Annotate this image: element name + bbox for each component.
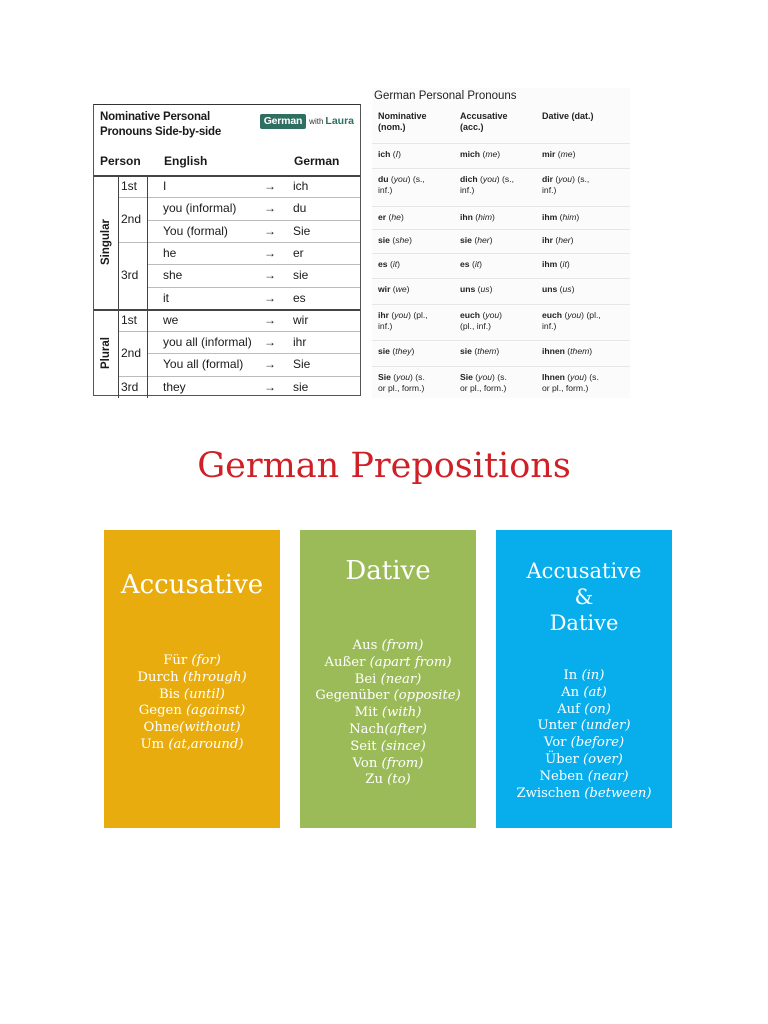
pronoun-gloss: us — [562, 284, 572, 294]
pronoun-cell: ihm (it) — [542, 259, 570, 269]
preposition-english: (at,around) — [168, 736, 244, 752]
group-label-text: Plural — [100, 337, 112, 370]
preposition-german: Auf — [557, 701, 585, 717]
pronoun-gloss: I — [395, 149, 399, 159]
preposition-english: (until) — [183, 686, 225, 702]
arrow-icon: → — [264, 290, 276, 305]
preposition-item — [496, 735, 672, 752]
preposition-english: (through) — [182, 669, 247, 685]
preposition-english: (over) — [583, 751, 623, 767]
pronoun-cell: ihnen (them) — [542, 346, 593, 356]
personal-pronouns-title: German Personal Pronouns — [374, 90, 517, 102]
pronoun-word: euch — [460, 310, 481, 320]
pronoun-cell: ihr (her) — [542, 235, 574, 245]
pronoun-cell: sie (them) — [460, 346, 500, 356]
preposition-german: An — [561, 684, 584, 700]
card-heading — [300, 558, 476, 584]
preposition-german: Von — [352, 755, 382, 771]
preposition-item — [300, 756, 476, 773]
pronoun-cell: sie (they) — [378, 346, 415, 356]
pronoun-cell: Sie (you) (s. or pl., form.) — [378, 372, 425, 393]
preposition-german: Außer — [324, 654, 370, 670]
pronoun-note: (s. — [497, 372, 507, 382]
german-pronoun: sie — [293, 379, 309, 394]
pronoun-word: uns — [542, 284, 558, 294]
preposition-german: Gegen — [138, 703, 187, 719]
row-separator — [372, 253, 630, 254]
preposition-item — [104, 653, 280, 670]
preposition-german: Unter — [537, 718, 581, 734]
pronoun-gloss: us — [480, 284, 490, 294]
preposition-item — [300, 705, 476, 722]
pronoun-note: or pl., form.) — [378, 383, 425, 393]
row-rule — [118, 376, 360, 377]
pronoun-gloss: you — [485, 310, 500, 320]
preposition-item — [300, 722, 476, 739]
pronoun-note: inf.) — [542, 321, 557, 331]
pronoun-gloss: you — [393, 174, 408, 184]
preposition-english: (since) — [380, 738, 426, 754]
pronoun-word: es — [460, 259, 470, 269]
arrow-icon: → — [264, 268, 276, 283]
pronoun-cell: ich (I) — [378, 149, 401, 159]
card-heading-line: Dative — [549, 611, 619, 635]
english-pronoun: You (formal) — [163, 223, 228, 238]
pronoun-cell: uns (us) — [460, 284, 493, 294]
accusative-dative-card — [496, 530, 672, 828]
preposition-list — [496, 668, 672, 802]
pronoun-word: wir — [378, 284, 391, 294]
pronoun-gloss: we — [395, 284, 407, 294]
column-header-line: (nom.) — [378, 122, 406, 132]
german-pronoun: du — [293, 201, 307, 216]
preposition-item — [104, 720, 280, 737]
title-line-2: Pronouns Side-by-side — [100, 126, 222, 138]
preposition-english: (for) — [191, 653, 221, 668]
preposition-list — [300, 638, 476, 789]
pronoun-word: Ihnen — [542, 372, 565, 382]
row-separator — [372, 340, 630, 341]
preposition-item — [300, 672, 476, 689]
german-pronoun: Sie — [293, 357, 311, 372]
pronoun-note: (s., — [577, 174, 590, 184]
preposition-item — [496, 702, 672, 719]
preposition-english: (to) — [387, 772, 411, 788]
pronoun-word: Sie — [460, 372, 473, 382]
row-separator — [372, 143, 630, 144]
pronoun-cell: mir (me) — [542, 149, 576, 159]
preposition-item — [300, 772, 476, 789]
pronoun-cell: wir (we) — [378, 284, 410, 294]
pronoun-gloss: they — [395, 346, 412, 356]
german-pronoun: Sie — [293, 223, 311, 238]
preposition-item — [104, 703, 280, 720]
pronoun-gloss: you — [558, 174, 573, 184]
pronoun-cell: ihn (him) — [460, 212, 495, 222]
title-line-1: Nominative Personal — [100, 111, 210, 123]
preposition-list — [104, 653, 280, 754]
english-pronoun: you (informal) — [163, 201, 237, 216]
pronoun-note: (s., — [502, 174, 514, 184]
pronoun-gloss: her — [477, 235, 490, 245]
english-pronoun: it — [163, 290, 169, 305]
logo-with: with — [309, 116, 324, 126]
preposition-german: Seit — [350, 738, 381, 754]
pronoun-word: ich — [378, 149, 391, 159]
pronoun-cell: Sie (you) (s. or pl., form.) — [460, 372, 507, 393]
arrow-icon: → — [264, 179, 276, 193]
person-label: 1st — [121, 312, 138, 327]
pronoun-cell: ihr (you) (pl., inf.) — [378, 310, 428, 331]
german-pronoun: es — [293, 290, 306, 305]
column-header — [460, 111, 508, 133]
pronoun-gloss: him — [478, 212, 492, 222]
arrow-icon: → — [264, 223, 276, 238]
preposition-german: Neben — [539, 768, 588, 784]
preposition-english: (from) — [381, 638, 424, 653]
column-header — [378, 111, 427, 133]
pronoun-gloss: her — [558, 235, 571, 245]
pronoun-note: (pl., inf.) — [460, 321, 492, 331]
group-label-singular — [94, 175, 118, 309]
preposition-german: Nach — [349, 721, 385, 737]
preposition-german: Mit — [354, 705, 382, 721]
pronoun-word: euch — [542, 310, 563, 320]
pronoun-gloss: you — [396, 372, 411, 382]
preposition-german: Aus — [352, 638, 382, 653]
preposition-item — [496, 786, 672, 803]
preposition-item — [300, 688, 476, 705]
group-label-plural — [94, 309, 118, 398]
row-rule — [118, 197, 360, 198]
row-separator — [372, 229, 630, 230]
german-pronoun: wir — [293, 312, 309, 327]
pronoun-cell: sie (her) — [460, 235, 493, 245]
preposition-german: Gegenüber — [315, 688, 394, 704]
row-separator — [372, 304, 630, 305]
arrow-icon: → — [264, 201, 276, 216]
preposition-german: Bis — [159, 686, 184, 702]
pronoun-gloss: you — [567, 310, 582, 320]
pronoun-note: (pl., — [413, 310, 428, 320]
pronoun-word: sie — [460, 346, 472, 356]
english-pronoun: she — [163, 268, 183, 283]
english-pronoun: I — [163, 179, 167, 193]
preposition-english: (after) — [384, 721, 427, 737]
logo-german: German — [260, 114, 306, 129]
card-heading-line: & — [574, 585, 594, 609]
pronoun-note: or pl., form.) — [542, 383, 589, 393]
pronoun-word: ihm — [542, 259, 558, 269]
pronoun-gloss: me — [560, 149, 573, 159]
preposition-english: (with) — [381, 705, 422, 721]
column-header-line: (acc.) — [460, 122, 484, 132]
preposition-english: (near) — [587, 768, 629, 784]
header-german: German — [294, 154, 340, 168]
english-pronoun: we — [163, 312, 179, 327]
preposition-item — [104, 670, 280, 687]
column-header-line: Dative (dat.) — [542, 111, 594, 121]
pronoun-word: sie — [378, 235, 390, 245]
pronoun-word: ihm — [542, 212, 558, 222]
nominative-pronouns-table — [93, 104, 361, 396]
pronoun-gloss: it — [392, 259, 398, 269]
header-person: Person — [100, 154, 141, 168]
pronoun-word: es — [378, 259, 388, 269]
pronoun-note: inf.) — [378, 185, 393, 195]
pronoun-note: inf.) — [378, 321, 393, 331]
prepositions-title: German Prepositions — [197, 446, 571, 486]
pronoun-gloss: you — [478, 372, 493, 382]
preposition-english: (between) — [584, 785, 652, 801]
row-separator — [372, 366, 630, 367]
preposition-item — [496, 718, 672, 735]
row-rule — [147, 287, 360, 288]
card-heading — [104, 572, 280, 598]
column-header-line: Nominative — [378, 111, 427, 121]
pronoun-gloss: you — [482, 174, 497, 184]
preposition-english: (against) — [186, 703, 246, 719]
preposition-german: Zu — [365, 772, 388, 788]
pronoun-cell: dir (you) (s., inf.) — [542, 174, 590, 195]
preposition-german: Durch — [137, 669, 183, 685]
pronoun-gloss: me — [485, 149, 498, 159]
arrow-icon: → — [264, 379, 276, 394]
pronoun-note: (s., — [412, 174, 425, 184]
header-english: English — [164, 154, 208, 168]
pronoun-gloss: it — [562, 259, 567, 269]
preposition-german: Vor — [543, 735, 571, 751]
preposition-item — [104, 687, 280, 704]
pronoun-note: inf.) — [542, 185, 557, 195]
preposition-english: (under) — [580, 718, 631, 734]
accusative-card — [104, 530, 280, 828]
german-with-laura-logo — [260, 112, 354, 130]
row-separator — [372, 168, 630, 169]
preposition-german: Um — [140, 736, 169, 752]
pronoun-word: du — [378, 174, 389, 184]
pronoun-cell: Ihnen (you) (s. or pl., form.) — [542, 372, 599, 393]
pronoun-word: ihn — [460, 212, 473, 222]
preposition-english: (at) — [583, 684, 607, 700]
pronoun-word: sie — [378, 346, 390, 356]
pronoun-cell: euch (you) (pl., inf.) — [542, 310, 601, 331]
arrow-icon: → — [264, 357, 276, 372]
pronoun-word: dir — [542, 174, 553, 184]
person-label: 2nd — [121, 346, 142, 361]
preposition-item — [496, 685, 672, 702]
preposition-item — [496, 752, 672, 769]
preposition-german: Für — [163, 653, 192, 668]
preposition-english: (on) — [584, 701, 611, 717]
pronoun-note: (s. — [415, 372, 425, 382]
pronoun-word: ihr — [378, 310, 389, 320]
english-pronoun: You all (formal) — [163, 357, 244, 372]
dative-card — [300, 530, 476, 828]
column-header-line: Accusative — [460, 111, 508, 121]
row-separator — [372, 206, 630, 207]
pronoun-gloss: him — [562, 212, 577, 222]
pronoun-cell: euch (you) (pl., inf.) — [460, 310, 503, 331]
pronoun-word: uns — [460, 284, 476, 294]
preposition-item — [104, 737, 280, 754]
pronoun-note: (s. — [589, 372, 599, 382]
preposition-german: Zwischen — [516, 785, 585, 801]
pronoun-word: dich — [460, 174, 478, 184]
logo-laura: Laura — [325, 115, 354, 127]
pronoun-word: sie — [460, 235, 472, 245]
pronoun-note: (pl., — [586, 310, 601, 320]
preposition-german: Über — [545, 751, 584, 767]
english-pronoun: he — [163, 245, 177, 260]
english-pronoun: you all (informal) — [163, 335, 252, 350]
preposition-german: Bei — [354, 671, 381, 687]
person-label: 3rd — [121, 268, 139, 283]
person-separator — [147, 175, 148, 398]
preposition-english: (apart from) — [369, 654, 452, 670]
arrow-icon: → — [264, 245, 276, 260]
card-heading-line: Dative — [345, 556, 431, 586]
group-separator — [118, 175, 119, 398]
arrow-icon: → — [264, 312, 276, 327]
person-label: 2nd — [121, 212, 142, 227]
person-label: 3rd — [121, 379, 139, 394]
german-pronoun: ihr — [293, 335, 307, 350]
card-heading-line: Accusative — [526, 559, 642, 583]
preposition-item — [496, 769, 672, 786]
arrow-icon: → — [264, 335, 276, 350]
pronoun-gloss: it — [474, 259, 480, 269]
preposition-german: Ohne — [143, 720, 180, 736]
pronoun-word: mir — [542, 149, 556, 159]
english-pronoun: they — [163, 379, 186, 394]
pronoun-gloss: them — [570, 346, 590, 356]
pronoun-note: or pl., form.) — [460, 383, 507, 393]
pronoun-gloss: she — [395, 235, 410, 245]
row-rule — [118, 242, 360, 243]
pronoun-cell: mich (me) — [460, 149, 501, 159]
preposition-english: (before) — [570, 735, 625, 751]
pronoun-cell: er (he) — [378, 212, 404, 222]
row-separator — [372, 278, 630, 279]
preposition-english: (opposite) — [393, 688, 461, 704]
column-header — [542, 111, 594, 122]
preposition-item — [496, 668, 672, 685]
preposition-item — [300, 655, 476, 672]
preposition-item — [300, 638, 476, 655]
pronoun-word: ihnen — [542, 346, 565, 356]
german-pronoun: er — [293, 245, 304, 260]
pronoun-cell: dich (you) (s., inf.) — [460, 174, 514, 195]
preposition-english: (near) — [380, 671, 422, 687]
german-pronoun: ich — [293, 179, 309, 193]
preposition-english: (from) — [381, 755, 424, 771]
pronoun-gloss: you — [394, 310, 409, 320]
preposition-item — [300, 739, 476, 756]
pronoun-word: ihr — [542, 235, 553, 245]
person-label: 1st — [121, 179, 138, 193]
card-heading — [496, 558, 672, 636]
pronoun-gloss: he — [391, 212, 401, 222]
nominative-table-title — [100, 110, 265, 140]
pronoun-cell: ihm (him) — [542, 212, 580, 222]
pronoun-word: er — [378, 212, 387, 222]
german-pronoun: sie — [293, 268, 309, 283]
pronoun-cell: uns (us) — [542, 284, 575, 294]
pronoun-note: inf.) — [460, 185, 475, 195]
group-label-text: Singular — [100, 218, 112, 265]
pronoun-cell: es (it) — [460, 259, 482, 269]
pronoun-word: Sie — [378, 372, 391, 382]
pronoun-cell: du (you) (s., inf.) — [378, 174, 425, 195]
card-heading-line: Accusative — [120, 570, 264, 600]
pronoun-cell: sie (she) — [378, 235, 412, 245]
pronoun-gloss: you — [570, 372, 585, 382]
preposition-english: (in) — [581, 668, 605, 683]
pronoun-word: mich — [460, 149, 481, 159]
personal-pronouns-table — [372, 88, 630, 398]
pronoun-gloss: them — [477, 346, 497, 356]
preposition-english: (without) — [179, 720, 241, 736]
preposition-german: In — [563, 668, 582, 683]
pronoun-cell: es (it) — [378, 259, 400, 269]
